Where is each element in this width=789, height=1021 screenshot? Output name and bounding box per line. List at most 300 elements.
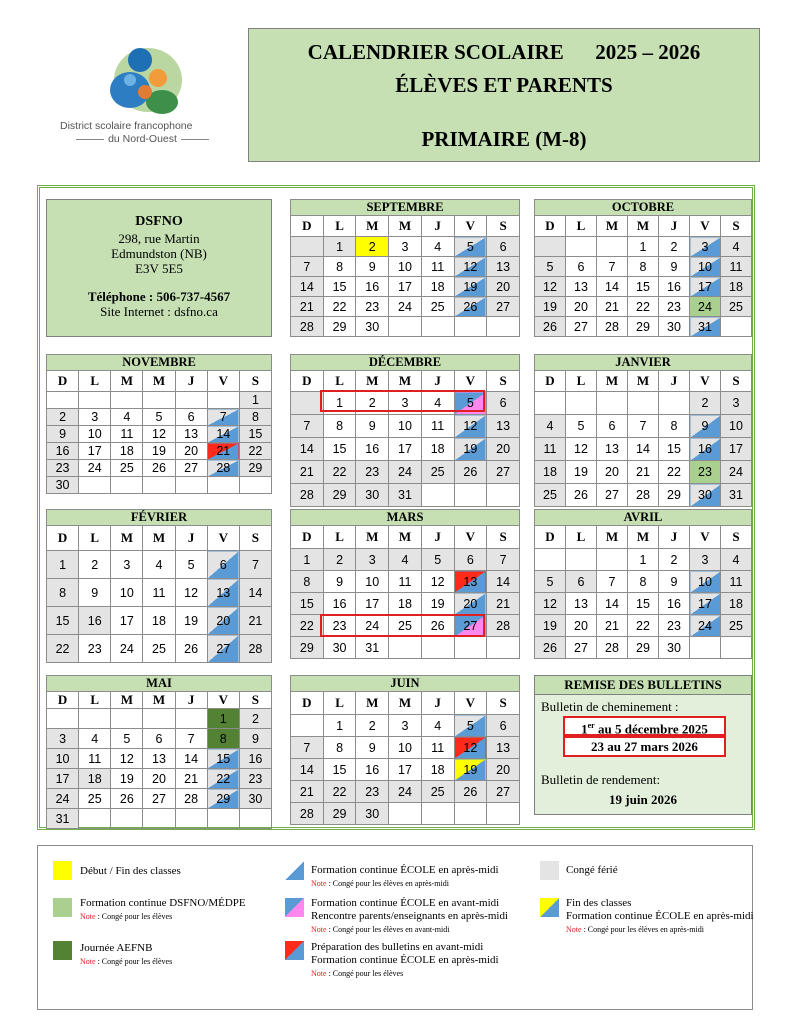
day-cell — [659, 297, 690, 317]
day-cell — [207, 409, 239, 426]
month-5 — [534, 354, 752, 507]
day-cell — [389, 615, 422, 637]
day-number: 22 — [248, 444, 263, 458]
day-number: 11 — [729, 259, 743, 274]
day-header: L — [566, 526, 597, 549]
day-cell — [421, 461, 454, 484]
day-cell — [323, 461, 356, 484]
day-cell — [47, 477, 79, 494]
day-cell — [47, 579, 79, 607]
day-cell — [389, 593, 422, 615]
day-cell — [323, 571, 356, 593]
day-cell — [389, 438, 422, 461]
day-header: D — [47, 692, 79, 709]
day-cell — [143, 607, 175, 635]
day-cell — [389, 759, 422, 781]
day-header: M — [356, 216, 389, 237]
day-cell — [143, 729, 175, 749]
day-header: J — [175, 371, 207, 392]
day-number: 11 — [120, 427, 134, 441]
day-number: 25 — [543, 488, 557, 502]
day-number: 6 — [155, 731, 163, 746]
day-header: J — [421, 526, 454, 549]
day-number: 18 — [430, 762, 445, 777]
day-number: 21 — [496, 596, 511, 611]
day-number: 23 — [667, 299, 681, 314]
month-title: OCTOBRE — [535, 200, 752, 216]
day-number: 3 — [401, 396, 409, 410]
day-header: L — [323, 216, 356, 237]
day-header: L — [566, 371, 597, 392]
day-number: 19 — [184, 613, 199, 628]
day-cell — [143, 551, 175, 579]
day-number: 24 — [698, 299, 712, 314]
day-number: 15 — [299, 596, 314, 611]
legend-conge: Congé férié — [566, 864, 618, 876]
day-cell — [421, 781, 454, 803]
day-cell — [628, 593, 659, 615]
day-cell — [721, 549, 752, 571]
day-cell — [323, 392, 356, 415]
day-number: 16 — [55, 444, 70, 458]
day-number: 5 — [466, 718, 474, 733]
day-number: 6 — [577, 259, 585, 274]
day-cell — [291, 392, 324, 415]
day-cell — [597, 415, 628, 438]
day-number: 23 — [365, 299, 380, 314]
day-number: 9 — [251, 731, 259, 746]
calendar-subtitle: ÉLÈVES ET PARENTS — [395, 73, 613, 97]
day-header: J — [659, 216, 690, 237]
day-cell — [628, 237, 659, 257]
day-cell — [323, 759, 356, 781]
day-cell — [111, 809, 143, 829]
day-header: L — [323, 371, 356, 392]
day-cell — [487, 803, 520, 825]
day-cell — [690, 392, 721, 415]
day-number: 16 — [698, 442, 712, 456]
day-cell — [454, 593, 487, 615]
day-number: 29 — [667, 488, 681, 502]
day-cell — [566, 257, 597, 277]
day-cell — [356, 637, 389, 659]
day-cell — [175, 477, 207, 494]
day-number: 28 — [299, 488, 314, 502]
day-header: V — [207, 526, 239, 551]
day-number: 25 — [729, 618, 743, 633]
day-cell — [454, 257, 487, 277]
day-number: 1 — [336, 239, 344, 254]
day-number: 14 — [636, 442, 650, 456]
day-number: 3 — [401, 239, 409, 254]
day-number: 17 — [698, 279, 712, 294]
day-cell — [356, 615, 389, 637]
day-cell — [111, 769, 143, 789]
day-number: 5 — [123, 731, 131, 746]
day-number: 17 — [398, 279, 412, 294]
day-cell — [721, 593, 752, 615]
day-header: S — [721, 216, 752, 237]
day-header: J — [175, 526, 207, 551]
day-cell — [239, 749, 271, 769]
day-cell — [597, 317, 628, 337]
month-title: SEPTEMBRE — [291, 200, 520, 216]
day-cell — [597, 277, 628, 297]
day-cell — [175, 579, 207, 607]
day-cell — [535, 415, 566, 438]
day-number: 31 — [729, 488, 743, 502]
day-cell — [421, 593, 454, 615]
day-number: 10 — [698, 259, 712, 274]
day-number: 28 — [605, 319, 619, 334]
month-3 — [46, 354, 272, 494]
day-cell — [79, 551, 111, 579]
day-cell — [175, 729, 207, 749]
day-cell — [356, 237, 389, 257]
day-cell — [111, 607, 143, 635]
day-number: 24 — [398, 299, 412, 314]
day-number: 26 — [152, 461, 166, 475]
legend-aefnb: Journée AEFNB Note : Congé pour les élèves — [80, 942, 173, 966]
day-number: 17 — [87, 444, 102, 458]
day-cell — [487, 237, 520, 257]
day-cell — [690, 415, 721, 438]
day-cell — [535, 317, 566, 337]
day-number: 2 — [670, 239, 678, 254]
month-title: AVRIL — [535, 510, 752, 526]
day-number: 9 — [701, 419, 709, 433]
day-cell — [421, 715, 454, 737]
day-number: 5 — [187, 557, 195, 572]
day-cell — [79, 477, 111, 494]
day-cell — [659, 317, 690, 337]
org-name: District scolaire francophone — [60, 120, 193, 132]
day-number: 4 — [91, 731, 99, 746]
day-cell — [47, 769, 79, 789]
day-cell — [454, 415, 487, 438]
day-number: 11 — [431, 259, 445, 274]
day-number: 6 — [577, 574, 585, 589]
day-number: 13 — [216, 585, 231, 600]
day-cell — [421, 484, 454, 507]
day-cell — [47, 392, 79, 409]
day-header: M — [143, 526, 175, 551]
day-cell — [79, 749, 111, 769]
day-cell — [721, 615, 752, 637]
day-cell — [79, 709, 111, 729]
day-number: 20 — [496, 442, 511, 456]
day-number: 12 — [543, 596, 557, 611]
day-cell — [454, 615, 487, 637]
day-number: 15 — [332, 762, 347, 777]
day-cell — [291, 571, 324, 593]
day-cell — [356, 317, 389, 337]
day-number: 15 — [332, 442, 347, 456]
day-number: 21 — [299, 465, 314, 479]
day-cell — [79, 392, 111, 409]
day-number: 2 — [59, 410, 67, 424]
day-cell — [291, 237, 324, 257]
day-cell — [454, 277, 487, 297]
day-cell — [721, 438, 752, 461]
day-header: V — [454, 216, 487, 237]
day-number: 25 — [729, 299, 743, 314]
day-number: 22 — [332, 465, 347, 479]
day-number: 20 — [605, 465, 619, 479]
day-number: 2 — [368, 396, 376, 410]
day-number: 16 — [365, 279, 380, 294]
day-cell — [207, 709, 239, 729]
day-number: 5 — [546, 259, 554, 274]
day-cell — [487, 549, 520, 571]
day-cell — [721, 484, 752, 507]
day-cell — [487, 415, 520, 438]
day-number: 9 — [670, 259, 678, 274]
day-cell — [207, 392, 239, 409]
day-number: 30 — [667, 640, 681, 655]
day-cell — [421, 737, 454, 759]
day-cell — [721, 317, 752, 337]
day-number: 3 — [401, 718, 409, 733]
day-cell — [47, 709, 79, 729]
day-cell — [207, 551, 239, 579]
day-number: 14 — [216, 427, 231, 441]
day-number: 27 — [496, 465, 511, 479]
day-cell — [597, 461, 628, 484]
day-cell — [628, 484, 659, 507]
day-cell — [690, 484, 721, 507]
day-cell — [454, 461, 487, 484]
day-number: 27 — [574, 319, 588, 334]
progress-report-date-2: 23 au 27 mars 2026 — [563, 736, 726, 757]
day-number: 27 — [463, 618, 478, 633]
day-cell — [323, 297, 356, 317]
day-cell — [356, 737, 389, 759]
day-number: 27 — [184, 461, 199, 475]
day-number: 27 — [574, 640, 588, 655]
day-cell — [566, 615, 597, 637]
day-cell — [454, 737, 487, 759]
month-title: NOVEMBRE — [47, 355, 272, 371]
contact-name: DSFNO — [135, 214, 183, 229]
day-cell — [721, 637, 752, 659]
day-cell — [389, 484, 422, 507]
day-cell — [79, 426, 111, 443]
day-cell — [175, 392, 207, 409]
day-number: 9 — [368, 419, 376, 433]
day-cell — [421, 297, 454, 317]
day-header: L — [566, 216, 597, 237]
day-header: M — [356, 526, 389, 549]
day-header: V — [207, 371, 239, 392]
day-number: 6 — [499, 396, 507, 410]
day-number: 8 — [639, 574, 647, 589]
day-number: 22 — [216, 771, 231, 786]
day-cell — [487, 715, 520, 737]
day-cell — [143, 709, 175, 729]
month-10 — [290, 675, 520, 825]
day-cell — [239, 729, 271, 749]
day-number: 4 — [155, 557, 163, 572]
day-header: D — [291, 692, 324, 715]
legend-dsfno: Formation continue DSFNO/MÉDPE Note : Congé pour les élèves — [80, 897, 246, 921]
day-cell — [566, 297, 597, 317]
day-number: 22 — [636, 618, 650, 633]
day-number: 6 — [499, 718, 507, 733]
day-number: 7 — [187, 731, 195, 746]
day-cell — [566, 237, 597, 257]
day-number: 24 — [398, 784, 412, 799]
day-number: 17 — [119, 613, 134, 628]
day-header: D — [535, 526, 566, 549]
day-number: 25 — [152, 641, 166, 656]
day-header: S — [721, 526, 752, 549]
day-number: 25 — [430, 465, 445, 479]
day-cell — [239, 789, 271, 809]
day-cell — [690, 461, 721, 484]
day-cell — [535, 297, 566, 317]
month-6 — [46, 509, 272, 663]
day-header: L — [323, 692, 356, 715]
org-region: du Nord-Ouest — [55, 133, 230, 145]
day-header: L — [323, 526, 356, 549]
day-cell — [143, 477, 175, 494]
day-cell — [389, 781, 422, 803]
day-cell — [690, 593, 721, 615]
day-number: 28 — [636, 488, 650, 502]
day-number: 10 — [55, 751, 70, 766]
day-number: 10 — [729, 419, 743, 433]
day-cell — [175, 443, 207, 460]
day-cell — [487, 571, 520, 593]
day-cell — [356, 715, 389, 737]
day-number: 13 — [152, 751, 166, 766]
day-number: 12 — [463, 419, 478, 433]
day-cell — [721, 277, 752, 297]
day-cell — [47, 789, 79, 809]
day-number: 20 — [152, 771, 166, 786]
day-cell — [323, 277, 356, 297]
day-number: 28 — [248, 641, 263, 656]
day-number: 15 — [55, 613, 70, 628]
day-header: L — [79, 526, 111, 551]
day-number: 15 — [636, 596, 650, 611]
day-header: V — [207, 692, 239, 709]
day-number: 25 — [398, 618, 412, 633]
day-number: 17 — [365, 596, 380, 611]
day-cell — [690, 257, 721, 277]
legend-swatch-lightgreen — [53, 898, 72, 917]
day-cell — [597, 571, 628, 593]
day-cell — [175, 635, 207, 663]
contact-postal: E3V 5E5 — [135, 261, 183, 276]
day-cell — [323, 593, 356, 615]
day-number: 31 — [55, 811, 70, 826]
day-number: 30 — [667, 319, 681, 334]
day-number: 29 — [248, 461, 263, 475]
day-cell — [323, 615, 356, 637]
day-header: L — [79, 371, 111, 392]
day-header: M — [389, 526, 422, 549]
day-number: 11 — [152, 585, 166, 600]
day-number: 19 — [574, 465, 588, 479]
legend-swatch-gray — [540, 861, 559, 880]
day-cell — [487, 737, 520, 759]
day-cell — [421, 759, 454, 781]
day-number: 15 — [667, 442, 681, 456]
day-cell — [421, 549, 454, 571]
day-number: 18 — [729, 279, 743, 294]
day-cell — [47, 409, 79, 426]
day-number: 25 — [430, 784, 445, 799]
day-number: 9 — [59, 427, 67, 441]
day-cell — [628, 277, 659, 297]
day-cell — [207, 635, 239, 663]
legend-swatch-yellow — [53, 861, 72, 880]
day-number: 19 — [463, 762, 478, 777]
day-cell — [690, 615, 721, 637]
day-number: 4 — [732, 552, 740, 567]
day-number: 29 — [299, 640, 314, 655]
day-cell — [291, 257, 324, 277]
day-cell — [421, 277, 454, 297]
day-cell — [47, 607, 79, 635]
day-number: 30 — [248, 791, 263, 806]
day-cell — [659, 415, 690, 438]
day-number: 12 — [463, 259, 478, 274]
day-number: 10 — [119, 585, 134, 600]
day-number: 23 — [332, 618, 347, 633]
day-number: 15 — [636, 279, 650, 294]
day-cell — [597, 615, 628, 637]
day-header: L — [79, 692, 111, 709]
day-cell — [389, 257, 422, 277]
day-number: 21 — [248, 613, 263, 628]
day-number: 7 — [219, 410, 227, 424]
day-number: 5 — [546, 574, 554, 589]
day-cell — [79, 769, 111, 789]
day-cell — [566, 571, 597, 593]
day-cell — [421, 317, 454, 337]
day-number: 12 — [574, 442, 588, 456]
day-header: J — [175, 692, 207, 709]
day-number: 22 — [55, 641, 70, 656]
day-cell — [323, 257, 356, 277]
day-cell — [207, 607, 239, 635]
day-cell — [323, 438, 356, 461]
day-number: 19 — [543, 618, 557, 633]
day-cell — [487, 438, 520, 461]
day-cell — [535, 593, 566, 615]
day-cell — [356, 781, 389, 803]
day-cell — [628, 637, 659, 659]
month-title: MAI — [47, 676, 272, 692]
day-cell — [628, 392, 659, 415]
day-header: M — [597, 526, 628, 549]
day-number: 5 — [577, 419, 585, 433]
day-header: S — [487, 371, 520, 392]
day-number: 28 — [605, 640, 619, 655]
day-number: 9 — [368, 259, 376, 274]
day-number: 17 — [398, 762, 412, 777]
day-cell — [535, 637, 566, 659]
day-number: 13 — [574, 279, 588, 294]
day-number: 21 — [216, 444, 231, 458]
day-number: 17 — [55, 771, 70, 786]
day-number: 7 — [608, 574, 616, 589]
month-7 — [290, 509, 520, 659]
day-cell — [535, 392, 566, 415]
